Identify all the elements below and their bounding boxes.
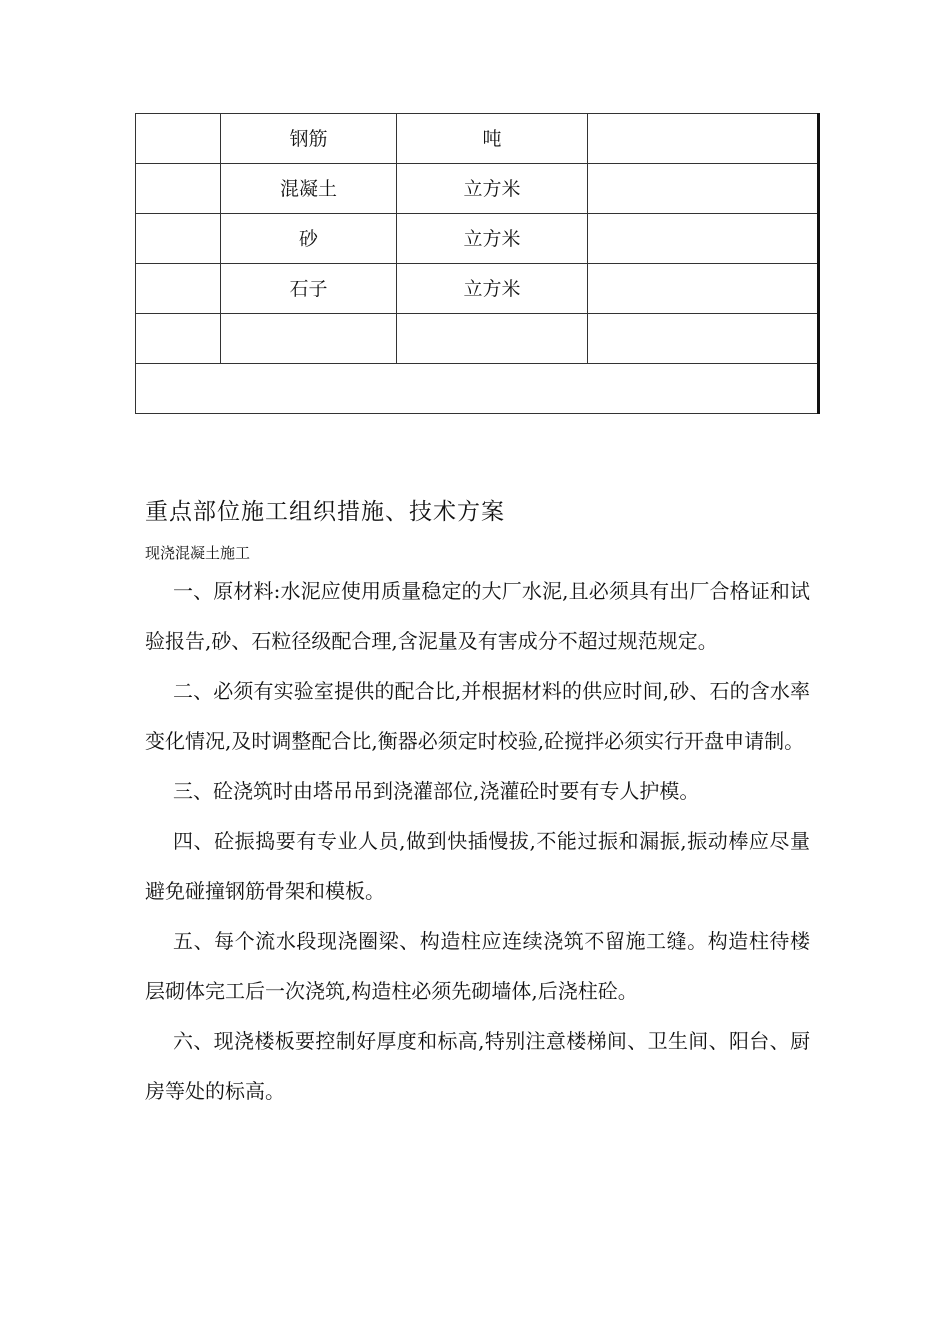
material-name-cell: 钢筋 [221, 114, 397, 164]
paragraph: 一、原材料:水泥应使用质量稳定的大厂水泥,且必须具有出厂合格证和试验报告,砂、石粒径级配合理,含泥量及有害成分不超过规范规定。 [145, 579, 810, 653]
paragraph: 三、砼浇筑时由塔吊吊到浇灌部位,浇灌砼时要有专人护模。 [173, 779, 700, 803]
material-unit-cell: 立方米 [397, 164, 588, 214]
table-cell [588, 114, 819, 164]
table-cell [136, 114, 221, 164]
material-name-cell: 砂 [221, 214, 397, 264]
paragraph: 五、每个流水段现浇圈梁、构造柱应连续浇筑不留施工缝。构造柱待楼层砌体完工后一次浇筑,构造柱必须先砌墙体,后浇柱砼。 [145, 929, 810, 1003]
material-unit-cell: 吨 [397, 114, 588, 164]
table-cell [588, 314, 819, 364]
materials-table [135, 113, 820, 414]
body-text [145, 566, 810, 1116]
table-cell [588, 214, 819, 264]
table-row [136, 264, 819, 314]
material-unit-cell: 立方米 [397, 264, 588, 314]
paragraph: 二、必须有实验室提供的配合比,并根据材料的供应时间,砂、石的含水率变化情况,及时调整配合比,衡器必须定时校验,砼搅拌必须实行开盘申请制。 [145, 679, 810, 753]
table-row [136, 214, 819, 264]
table-cell [136, 214, 221, 264]
section-heading: 重点部位施工组织措施、技术方案 [145, 499, 505, 525]
paragraph: 四、砼振捣要有专业人员,做到快插慢拔,不能过振和漏振,振动棒应尽量避免碰撞钢筋骨架和模板。 [145, 829, 810, 903]
table-footer-row [136, 364, 819, 414]
table-cell [136, 314, 221, 364]
merged-cell [136, 364, 819, 414]
section-subheading: 现浇混凝土施工 [145, 544, 251, 562]
material-unit-cell: 立方米 [397, 214, 588, 264]
material-name-cell [221, 314, 397, 364]
table-row [136, 114, 819, 164]
table-cell [588, 164, 819, 214]
paragraph: 六、现浇楼板要控制好厚度和标高,特别注意楼梯间、卫生间、阳台、厨房等处的标高。 [145, 1029, 810, 1103]
material-name-cell: 石子 [221, 264, 397, 314]
table-row [136, 164, 819, 214]
material-unit-cell [397, 314, 588, 364]
table-cell [136, 164, 221, 214]
table-cell [136, 264, 221, 314]
material-name-cell: 混凝土 [221, 164, 397, 214]
table-cell [588, 264, 819, 314]
table-row [136, 314, 819, 364]
